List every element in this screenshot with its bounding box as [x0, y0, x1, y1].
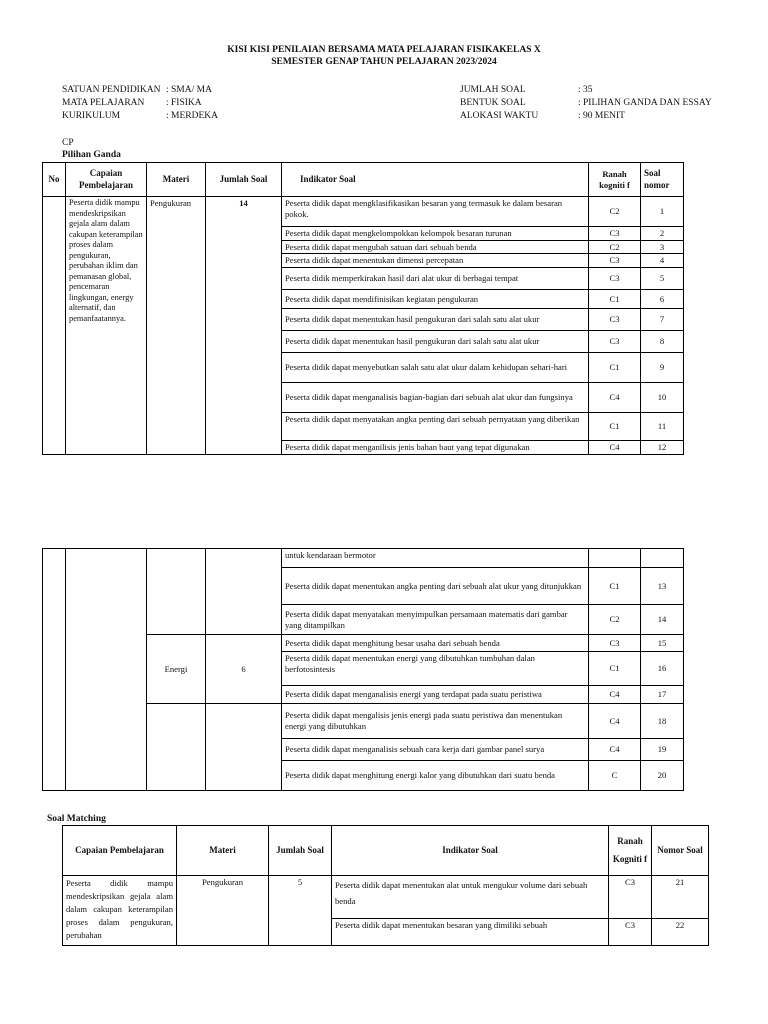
indikator-cell: Peserta didik dapat menghitung energi kalor yang dibutuhkan dari suatu benda	[282, 761, 589, 791]
info-kurikulum-label: KURIKULUM	[62, 111, 121, 121]
soal-no-cell: 9	[641, 353, 684, 383]
indikator-cell: Peserta didik dapat menentukan besaran yang dimiliki sebuah	[332, 919, 609, 946]
header-indikator: Indikator Soal	[332, 826, 609, 876]
info-mapel-label: MATA PELAJARAN	[62, 98, 145, 108]
ranah-cell: C4	[589, 383, 641, 413]
info-satuan-value: : SMA/ MA	[166, 85, 212, 95]
doc-title-line2: SEMESTER GENAP TAHUN PELAJARAN 2023/2024	[271, 57, 497, 67]
info-jumlah-value: : 35	[578, 85, 593, 95]
info-mapel-value: : FISIKA	[166, 98, 202, 108]
jumlah-energi-cell: 6	[206, 635, 282, 704]
soal-no-cell: 19	[641, 739, 684, 761]
ranah-cell: C4	[589, 704, 641, 739]
header-jumlah: Jumlah Soal	[269, 826, 332, 876]
indikator-cell: Peserta didik dapat menyatakan angka penting dari sebuah pernyataan yang diberikan	[282, 413, 589, 441]
info-bentuk-label: BENTUK SOAL	[460, 98, 526, 108]
jumlah-cell	[206, 549, 282, 635]
soal-no-cell: 3	[641, 240, 684, 254]
indikator-cell: Peserta didik dapat mengubah satuan dari sebuah benda	[282, 240, 589, 254]
soal-no-cell: 22	[652, 919, 709, 946]
ranah-cell: C4	[589, 739, 641, 761]
indikator-cell: Peserta didik memperkirakan hasil dari alat ukur di berbagai tempat	[282, 268, 589, 290]
indikator-cell: Peserta didik dapat menentukan hasil pengukuran dari salah satu alat ukur	[282, 309, 589, 331]
indikator-cell: Peserta didik dapat menghitung besar usaha dari sebuah benda	[282, 635, 589, 652]
info-bentuk-value: : PILIHAN GANDA DAN ESSAY	[578, 98, 712, 108]
materi-cell	[147, 704, 206, 791]
ranah-cell: C3	[609, 876, 652, 919]
ranah-cell: C3	[589, 635, 641, 652]
ranah-cell	[589, 549, 641, 568]
section-soal-matching: Soal Matching	[47, 814, 106, 824]
kisi-table-pg	[42, 162, 684, 455]
indikator-cell: Peserta didik dapat menentukan energi yang dibutuhkan tumbuhan dalan berfotosintesis	[282, 652, 589, 686]
header-materi: Materi	[147, 163, 206, 197]
soal-no-cell	[641, 549, 684, 568]
indikator-cell: Peserta didik dapat menyatakan menyimpulkan persamaan matematis dari gambar yang ditampilkan	[282, 605, 589, 635]
cp-label: CP	[62, 138, 74, 148]
no-cell	[43, 549, 66, 791]
indikator-cell: Peserta didik dapat menyebutkan salah satu alat ukur dalam kehidupan sehari-hari	[282, 353, 589, 383]
soal-no-cell: 12	[641, 441, 684, 455]
indikator-cell: Peserta didik dapat mendifinisikan kegiatan pengukuran	[282, 290, 589, 309]
indikator-cell: Peserta didik dapat mengalisis jenis energi pada suatu peristiwa dan menentukan energi yang dibutuhkan	[282, 704, 589, 739]
header-jumlah: Jumlah Soal	[206, 163, 282, 197]
indikator-cell: Peserta didik dapat mengkelompokkan kelompok besaran turunan	[282, 227, 589, 241]
soal-no-cell: 1	[641, 197, 684, 227]
jumlah-cell: 5	[269, 876, 332, 946]
header-indikator: Indikator Soal	[282, 163, 589, 197]
soal-no-cell: 5	[641, 268, 684, 290]
capaian-cell: Peserta didik mampu mendeskripsikan gejala alam dalam cakupan keterampilan proses dalam pengukuran, perubahan iklim dan pemanasan global, pencemaran lingkungan, energy alternatif, dan pemanfaatannya.	[66, 197, 147, 455]
soal-no-cell: 15	[641, 635, 684, 652]
ranah-cell: C3	[589, 331, 641, 353]
ranah-cell: C1	[589, 652, 641, 686]
soal-no-cell: 7	[641, 309, 684, 331]
soal-no-cell: 8	[641, 331, 684, 353]
info-alokasi-label: ALOKASI WAKTU	[460, 111, 539, 121]
ranah-cell: C2	[589, 605, 641, 635]
ranah-cell: C4	[589, 441, 641, 455]
soal-no-cell: 11	[641, 413, 684, 441]
info-kurikulum-value: : MERDEKA	[166, 111, 218, 121]
soal-no-cell: 20	[641, 761, 684, 791]
indikator-cell: untuk kendaraan bermotor	[282, 549, 589, 568]
indikator-cell: Peserta didik dapat menentukan dimensi percepatan	[282, 254, 589, 268]
header-soal: Soal nomor	[641, 163, 684, 197]
jumlah-cell	[206, 704, 282, 791]
ranah-cell: C	[589, 761, 641, 791]
materi-cell: Pengukuran	[177, 876, 269, 946]
soal-no-cell: 21	[652, 876, 709, 919]
materi-energi-cell: Energi	[147, 635, 206, 704]
soal-no-cell: 2	[641, 227, 684, 241]
indikator-cell: Peserta didik dapat mengklasifikasikan besaran yang termasuk ke dalam besaran pokok.	[282, 197, 589, 227]
no-cell	[43, 197, 66, 455]
indikator-cell: Peserta didik dapat menentukan alat untuk mengukur volume dari sebuah benda	[332, 876, 609, 919]
soal-no-cell: 13	[641, 568, 684, 605]
indikator-cell: Peserta didik dapat menentukan hasil pengukuran dari salah satu alat ukur	[282, 331, 589, 353]
indikator-cell: Peserta didik dapat menganalisis bagian-bagian dari sebuah alat ukur dan fungsinya	[282, 383, 589, 413]
info-satuan-label: SATUAN PENDIDIKAN	[62, 85, 161, 95]
info-jumlah-label: JUMLAH SOAL	[460, 85, 526, 95]
ranah-cell: C4	[589, 686, 641, 704]
doc-title-line1: KISI KISI PENILAIAN BERSAMA MATA PELAJARAN FISIKAKELAS X	[227, 45, 541, 55]
header-capaian: Capaian Pembelajaran	[63, 826, 177, 876]
header-materi: Materi	[177, 826, 269, 876]
soal-no-cell: 18	[641, 704, 684, 739]
soal-no-cell: 17	[641, 686, 684, 704]
ranah-cell: C3	[589, 227, 641, 241]
soal-no-cell: 4	[641, 254, 684, 268]
ranah-cell: C1	[589, 353, 641, 383]
ranah-cell: C2	[589, 240, 641, 254]
kisi-table-pg-continued	[42, 548, 684, 791]
ranah-cell: C3	[589, 254, 641, 268]
ranah-cell: C1	[589, 568, 641, 605]
capaian-cell: Peserta didik mampu mendeskripsikan gejala alam dalam cakupan keterampilan proses dalam pengukuran, perubahan	[63, 876, 177, 946]
indikator-cell: Peserta didik dapat menganilisis jenis bahan baut yang tepat digunakan	[282, 441, 589, 455]
header-no: No	[43, 163, 66, 197]
header-ranah: Ranah Kogniti f	[609, 826, 652, 876]
info-alokasi-value: : 90 MENIT	[578, 111, 625, 121]
soal-no-cell: 16	[641, 652, 684, 686]
ranah-cell: C3	[609, 919, 652, 946]
header-ranah: Ranah kogniti f	[589, 163, 641, 197]
section-pilihan-ganda: Pilihan Ganda	[62, 150, 121, 160]
ranah-cell: C1	[589, 290, 641, 309]
materi-cell	[147, 549, 206, 635]
ranah-cell: C2	[589, 197, 641, 227]
indikator-cell: Peserta didik dapat menganalisis sebuah cara kerja dari gambar panel surya	[282, 739, 589, 761]
jumlah-cell: 14	[206, 197, 282, 455]
indikator-cell: Peserta didik dapat menganalisis energi yang terdapat pada suatu peristiwa	[282, 686, 589, 704]
soal-no-cell: 10	[641, 383, 684, 413]
capaian-cell	[66, 549, 147, 791]
soal-no-cell: 14	[641, 605, 684, 635]
header-nomor: Nomor Soal	[652, 826, 709, 876]
materi-cell: Pengukuran	[147, 197, 206, 455]
indikator-cell: Peserta didik dapat menentukan angka penting dari sebuah alat ukur yang ditunjukkan	[282, 568, 589, 605]
header-capaian: Capaian Pembelajaran	[66, 163, 147, 197]
ranah-cell: C3	[589, 268, 641, 290]
soal-no-cell: 6	[641, 290, 684, 309]
ranah-cell: C3	[589, 309, 641, 331]
ranah-cell: C1	[589, 413, 641, 441]
kisi-table-matching	[62, 825, 709, 946]
